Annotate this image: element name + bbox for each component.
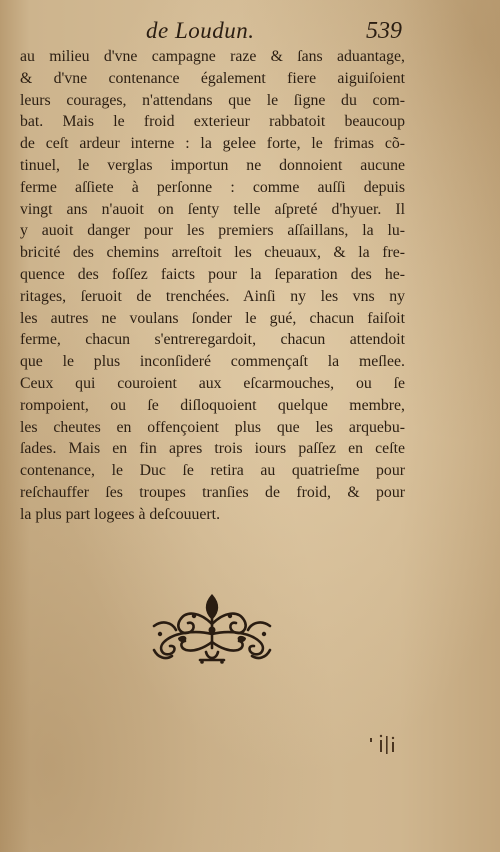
text-line-9: y auoit danger pour les premiers aſſaillans, la lu- bbox=[20, 222, 405, 240]
text-line-18: les cheutes en offençoient plus que les arquebu- bbox=[20, 418, 405, 436]
printers-mark-icon bbox=[366, 730, 406, 760]
text-line-15: que le plus inconſideré commençaſt la meſlee. bbox=[20, 353, 405, 371]
page-header bbox=[0, 14, 500, 44]
text-line-3: leurs courages, n'attendans que le ſigne du com- bbox=[20, 91, 405, 109]
text-line-21: reſchauffer ſes troupes tranſies de froid, & pour bbox=[20, 483, 405, 501]
text-line-22: la plus part logees à deſcouuert. bbox=[20, 505, 221, 523]
text-line-12: ritages, ſeruoit de trenchées. Ainſi ny les vns ny bbox=[20, 287, 405, 305]
text-line-13: les autres ne voulans ſonder le gué, chacun faiſoit bbox=[20, 309, 405, 327]
text-line-7: ferme aſſiete à perſonne : comme auſſi depuis bbox=[20, 178, 405, 196]
text-line-2: & d'vne contenance également fiere aiguiſoient bbox=[20, 69, 405, 87]
text-line-14: ferme, chacun s'entreregardoit, chacun attendoit bbox=[20, 331, 405, 349]
fleuron-ornament-icon bbox=[150, 590, 274, 666]
text-line-11: quence des foſſez faicts pour la ſeparation des he- bbox=[20, 265, 405, 283]
text-line-20: contenance, le Duc ſe retira au quatrieſme pour bbox=[20, 462, 405, 480]
text-line-4: bat. Mais le froid exterieur rabbatoit beaucoup bbox=[20, 113, 405, 131]
running-head: de Loudun. bbox=[146, 18, 255, 43]
page-number: 539 bbox=[366, 18, 402, 44]
text-line-17: rompoient, ou ſe diſloquoient quelque membre, bbox=[20, 396, 405, 414]
text-line-16: Ceux qui couroient aux eſcarmouches, ou ſe bbox=[20, 374, 405, 392]
text-line-6: tinuel, le verglas importun ne donnoient aucune bbox=[20, 156, 405, 174]
text-line-19: ſades. Mais en fin apres trois iours paſſez en ceſte bbox=[20, 440, 405, 458]
text-line-8: vingt ans n'auoit on ſenty telle aſpreté d'hyuer. Il bbox=[20, 200, 405, 218]
body-text bbox=[20, 46, 405, 526]
text-line-5: de ceſt ardeur interne : la gelee forte, le frimas cõ- bbox=[20, 135, 405, 153]
text-line-1: au milieu d'vne campagne raze & ſans aduantage, bbox=[20, 48, 405, 65]
text-line-10: bricité des chemins arreſtoit les cheuaux, & la fre- bbox=[20, 244, 405, 262]
